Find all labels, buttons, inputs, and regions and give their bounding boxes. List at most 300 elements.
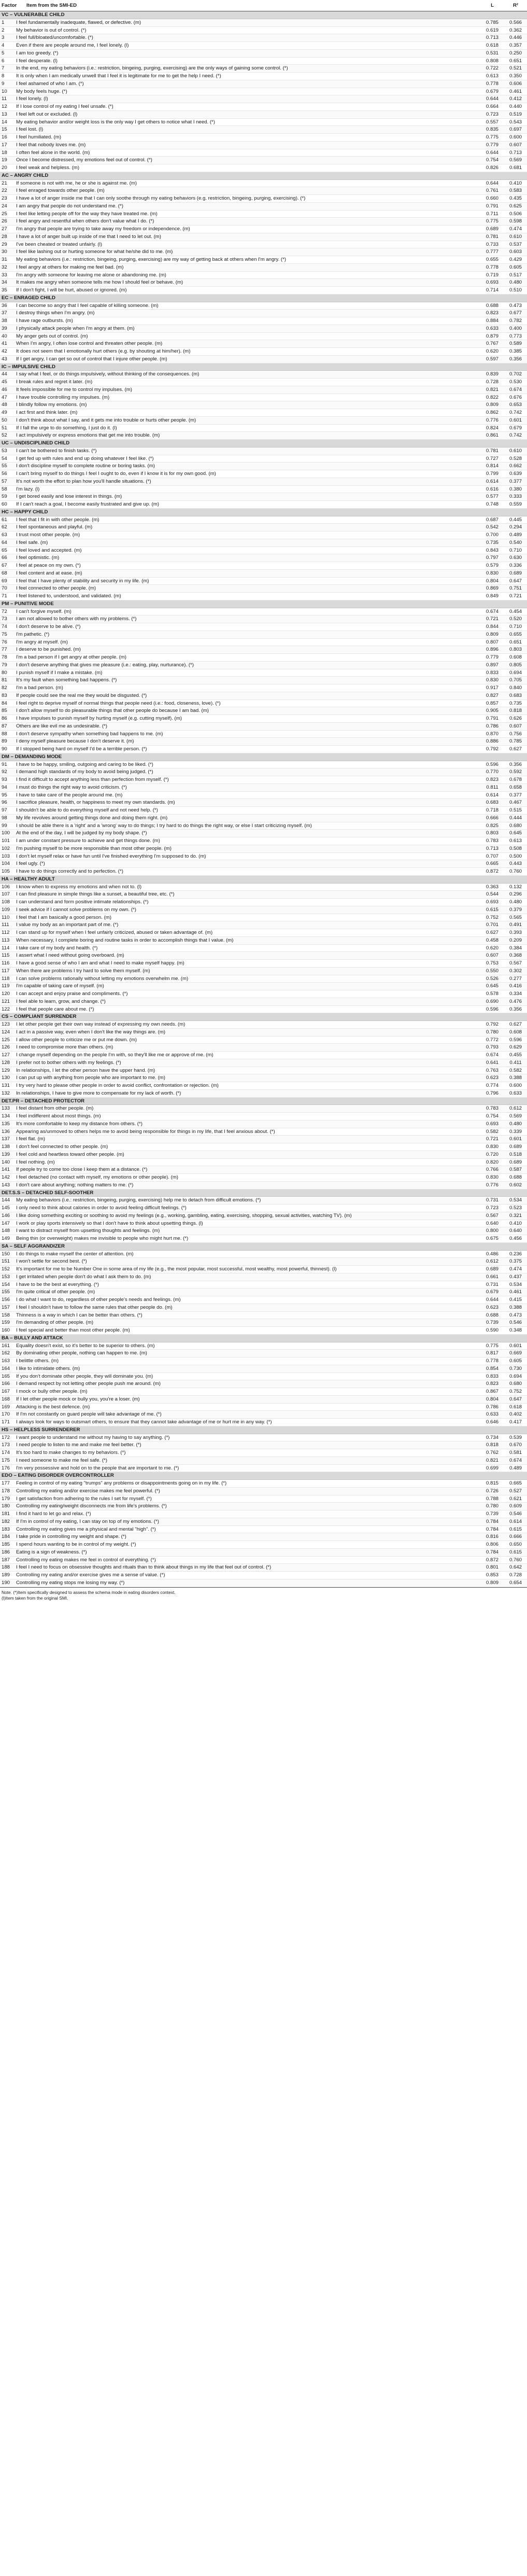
item-text: I sacrifice pleasure, health, or happiness to meet my own standards. (m) — [15, 799, 480, 807]
item-text: I can't be bothered to finish tasks. (*) — [15, 447, 480, 455]
item-number: 141 — [0, 1166, 15, 1174]
item-loading: 0.646 — [480, 1419, 504, 1426]
item-number: 110 — [0, 914, 15, 921]
item-number: 40 — [0, 332, 15, 340]
item-number: 3 — [0, 34, 15, 42]
header-loading: L — [480, 0, 504, 11]
item-loading: 0.777 — [480, 248, 504, 256]
item-r2: 0.600 — [504, 1082, 527, 1090]
item-text: I feel lost. (l) — [15, 126, 480, 134]
item-text: I'm lazy. (l) — [15, 485, 480, 493]
item-r2: 0.803 — [504, 646, 527, 654]
item-loading: 0.811 — [480, 783, 504, 791]
item-number: 158 — [0, 1311, 15, 1319]
item-text: I can understand and form positive intimate relationships. (*) — [15, 899, 480, 906]
item-number: 105 — [0, 868, 15, 876]
item-r2: 0.605 — [504, 1357, 527, 1365]
table-row — [0, 699, 527, 707]
table-row — [0, 547, 527, 554]
item-number: 20 — [0, 164, 15, 172]
item-loading: 0.843 — [480, 547, 504, 554]
item-loading: 0.620 — [480, 348, 504, 356]
item-r2: 0.534 — [504, 1197, 527, 1205]
item-text: I feel distant from other people. (m) — [15, 1105, 480, 1113]
item-loading: 0.770 — [480, 768, 504, 776]
item-text: I need people to listen to me and make me feel better. (*) — [15, 1441, 480, 1449]
item-loading: 0.544 — [480, 891, 504, 899]
item-loading: 0.665 — [480, 860, 504, 868]
item-r2: 0.474 — [504, 226, 527, 233]
item-r2: 0.530 — [504, 379, 527, 386]
item-text: If I can't reach a goal, I become easily frustrated and give up. (m) — [15, 501, 480, 509]
item-r2: 0.446 — [504, 34, 527, 42]
table-row — [0, 998, 527, 1005]
item-r2: 0.627 — [504, 1021, 527, 1029]
item-loading: 0.814 — [480, 463, 504, 470]
item-text: I change myself depending on the people I'm with, so they'll like me or approve of me. (m) — [15, 1052, 480, 1059]
item-loading: 0.607 — [480, 952, 504, 960]
table-row — [0, 1556, 527, 1564]
item-r2: 0.384 — [504, 944, 527, 952]
item-number: 30 — [0, 248, 15, 256]
item-r2: 0.785 — [504, 738, 527, 746]
item-r2: 0.476 — [504, 998, 527, 1005]
item-text: I value my body as an important part of me. (*) — [15, 921, 480, 929]
table-row — [0, 401, 527, 409]
item-number: 63 — [0, 531, 15, 539]
item-text: I do things to make myself the center of attention. (m) — [15, 1250, 480, 1258]
item-text: I can put up with anything from people who are important to me. (m) — [15, 1074, 480, 1082]
item-text: If I'm not constantly on guard people will take advantage of me. (*) — [15, 1411, 480, 1419]
item-number: 180 — [0, 1503, 15, 1510]
item-number: 36 — [0, 302, 15, 310]
item-number: 67 — [0, 562, 15, 570]
section-title: DM – DEMANDING MODE — [0, 753, 527, 761]
item-loading: 0.726 — [480, 1487, 504, 1495]
item-loading: 0.779 — [480, 654, 504, 662]
item-r2: 0.569 — [504, 1113, 527, 1121]
item-number: 32 — [0, 263, 15, 271]
item-number: 138 — [0, 1143, 15, 1151]
item-r2: 0.840 — [504, 684, 527, 692]
item-loading: 0.818 — [480, 1441, 504, 1449]
section-title: DET.PR – DETACHED PROTECTOR — [0, 1097, 527, 1105]
item-loading: 0.458 — [480, 936, 504, 944]
item-r2: 0.500 — [504, 852, 527, 860]
item-loading: 0.718 — [480, 807, 504, 815]
item-r2: 0.517 — [504, 271, 527, 279]
item-r2: 0.642 — [504, 1564, 527, 1572]
table-row — [0, 768, 527, 776]
item-text: If people could see the real me they would be disgusted. (*) — [15, 692, 480, 699]
item-text: It feels impossible for me to control my impulses. (m) — [15, 386, 480, 394]
item-number: 188 — [0, 1564, 15, 1572]
item-number: 116 — [0, 960, 15, 968]
item-loading: 0.664 — [480, 103, 504, 111]
table-row — [0, 1136, 527, 1143]
item-number: 39 — [0, 325, 15, 332]
item-number: 64 — [0, 539, 15, 547]
table-row — [0, 783, 527, 791]
item-r2: 0.480 — [504, 279, 527, 287]
item-text: I feel able to learn, grow, and change. (*) — [15, 998, 480, 1005]
table-row — [0, 899, 527, 906]
item-r2: 0.607 — [504, 141, 527, 149]
table-row — [0, 1036, 527, 1044]
table-row — [0, 852, 527, 860]
item-r2: 0.473 — [504, 1311, 527, 1319]
item-loading: 0.486 — [480, 1250, 504, 1258]
item-r2: 0.539 — [504, 1434, 527, 1441]
item-loading: 0.917 — [480, 684, 504, 692]
item-r2: 0.543 — [504, 118, 527, 126]
table-row — [0, 914, 527, 921]
item-loading: 0.803 — [480, 830, 504, 837]
item-text: If I'm in control of my eating, I can stay on top of my emotions. (*) — [15, 1518, 480, 1525]
item-loading: 0.661 — [480, 1273, 504, 1281]
item-number: 89 — [0, 738, 15, 746]
table-row — [0, 241, 527, 248]
item-r2: 0.377 — [504, 478, 527, 485]
item-text: I want to distract myself from upsetting thoughts and feelings. (m) — [15, 1227, 480, 1235]
item-loading: 0.721 — [480, 615, 504, 623]
item-loading: 0.792 — [480, 746, 504, 753]
table-notes — [0, 1587, 527, 1602]
item-r2: 0.333 — [504, 493, 527, 501]
item-number: 108 — [0, 899, 15, 906]
table-row — [0, 1541, 527, 1549]
item-number: 2 — [0, 26, 15, 34]
item-number: 150 — [0, 1250, 15, 1258]
item-r2: 0.357 — [504, 42, 527, 50]
item-text: I'm demanding of other people. (m) — [15, 1319, 480, 1327]
item-r2: 0.782 — [504, 317, 527, 325]
item-r2: 0.605 — [504, 263, 527, 271]
table-row — [0, 1151, 527, 1158]
section-title: SA – SELF AGGRANDIZER — [0, 1242, 527, 1250]
item-number: 174 — [0, 1449, 15, 1457]
item-r2: 0.380 — [504, 485, 527, 493]
item-text: I have a lot of anger inside me that I can only soothe through my eating behaviors (e.g. restriction, bingeing, purging, exercising). (*) — [15, 195, 480, 203]
item-text: I don't discipline myself to complete routine or boring tasks. (m) — [15, 463, 480, 470]
item-r2: 0.410 — [504, 179, 527, 187]
item-r2: 0.302 — [504, 967, 527, 975]
item-number: 53 — [0, 447, 15, 455]
item-number: 73 — [0, 615, 15, 623]
item-r2: 0.480 — [504, 1120, 527, 1128]
item-r2: 0.674 — [504, 1457, 527, 1464]
table-row — [0, 776, 527, 784]
item-r2: 0.630 — [504, 554, 527, 562]
item-loading: 0.833 — [480, 1373, 504, 1380]
table-row — [0, 1089, 527, 1097]
table-row — [0, 447, 527, 455]
table-row — [0, 845, 527, 852]
table-row — [0, 1082, 527, 1090]
item-number: 70 — [0, 585, 15, 593]
item-text: If I fall the urge to do something, I just do it. (l) — [15, 424, 480, 432]
table-row — [0, 279, 527, 287]
item-loading: 0.896 — [480, 646, 504, 654]
item-loading: 0.784 — [480, 1525, 504, 1533]
item-text: I'm a bad person. (m) — [15, 684, 480, 692]
item-text: I get bored easily and lose interest in things. (m) — [15, 493, 480, 501]
item-text: I feel angry and resentful when others don't value what I do. (*) — [15, 218, 480, 226]
item-r2: 0.429 — [504, 256, 527, 264]
item-loading: 0.720 — [480, 1151, 504, 1158]
table-row — [0, 608, 527, 615]
table-row — [0, 118, 527, 126]
item-number: 142 — [0, 1174, 15, 1182]
item-r2: 0.760 — [504, 1556, 527, 1564]
item-number: 92 — [0, 768, 15, 776]
item-number: 13 — [0, 110, 15, 118]
section-title: EC – ENRAGED CHILD — [0, 294, 527, 302]
table-row — [0, 409, 527, 417]
item-number: 25 — [0, 210, 15, 218]
table-row — [0, 1495, 527, 1503]
item-r2: 0.614 — [504, 1518, 527, 1525]
item-loading: 0.620 — [480, 944, 504, 952]
item-number: 91 — [0, 761, 15, 768]
item-r2: 0.683 — [504, 692, 527, 699]
item-number: 102 — [0, 845, 15, 852]
item-text: I feel right to deprive myself of normal things that people need (i.e.: food, closeness, love). (*) — [15, 699, 480, 707]
item-r2: 0.694 — [504, 669, 527, 677]
item-loading: 0.550 — [480, 967, 504, 975]
item-loading: 0.582 — [480, 1128, 504, 1136]
item-r2: 0.805 — [504, 661, 527, 669]
section-title: CS – COMPLIANT SURRENDER — [0, 1013, 527, 1021]
item-r2: 0.534 — [504, 1281, 527, 1289]
item-loading: 0.809 — [480, 631, 504, 638]
item-loading: 0.785 — [480, 19, 504, 26]
table-row — [0, 1205, 527, 1212]
table-row — [0, 80, 527, 88]
item-r2: 0.640 — [504, 1227, 527, 1235]
table-row — [0, 1357, 527, 1365]
item-r2: 0.618 — [504, 1403, 527, 1411]
item-loading: 0.699 — [480, 1464, 504, 1472]
item-r2: 0.527 — [504, 1487, 527, 1495]
item-r2: 0.508 — [504, 845, 527, 852]
item-number: 109 — [0, 906, 15, 914]
table-row — [0, 1564, 527, 1572]
item-number: 10 — [0, 88, 15, 95]
item-loading: 0.779 — [480, 141, 504, 149]
item-loading: 0.713 — [480, 845, 504, 852]
item-loading: 0.596 — [480, 761, 504, 768]
item-loading: 0.822 — [480, 394, 504, 401]
item-number: 75 — [0, 631, 15, 638]
item-r2: 0.610 — [504, 447, 527, 455]
table-row — [0, 1166, 527, 1174]
item-loading: 0.644 — [480, 1296, 504, 1304]
item-loading: 0.830 — [480, 677, 504, 684]
table-row — [0, 218, 527, 226]
item-r2: 0.705 — [504, 677, 527, 684]
item-loading: 0.778 — [480, 1357, 504, 1365]
item-r2: 0.613 — [504, 837, 527, 845]
item-r2: 0.393 — [504, 929, 527, 937]
item-r2: 0.334 — [504, 990, 527, 998]
table-row — [0, 1327, 527, 1335]
item-text: I don't care about anything; nothing matters to me. (*) — [15, 1181, 480, 1189]
item-number: 16 — [0, 134, 15, 142]
item-text: I'm angry with someone for leaving me alone or abandoning me. (m) — [15, 271, 480, 279]
item-number: 41 — [0, 340, 15, 348]
item-text: I feel full/bloated/uncomfortable. (*) — [15, 34, 480, 42]
item-text: I take pride in controlling my weight and shape. (*) — [15, 1533, 480, 1541]
item-r2: 0.583 — [504, 187, 527, 195]
table-row — [0, 1273, 527, 1281]
item-text: Being thin (or overweight) makes me invisible to people who might hurt me. (*) — [15, 1235, 480, 1243]
item-number: 55 — [0, 463, 15, 470]
item-loading: 0.567 — [480, 1212, 504, 1220]
item-text: I'm capable of taking care of myself. (m) — [15, 983, 480, 990]
section-header-row — [0, 1426, 527, 1434]
item-r2: 0.603 — [504, 248, 527, 256]
item-text: I feel I need to focus on obsessive thoughts and rituals than to think about things in my life that feel out of control. (*) — [15, 1564, 480, 1572]
table-row — [0, 1227, 527, 1235]
table-row — [0, 822, 527, 830]
table-row — [0, 271, 527, 279]
item-text: I am not allowed to bother others with my problems. (*) — [15, 615, 480, 623]
item-text: I blindly follow my emotions. (m) — [15, 401, 480, 409]
item-text: Controlling my eating gives me a physical and mental "high". (*) — [15, 1525, 480, 1533]
item-r2: 0.615 — [504, 1525, 527, 1533]
item-loading: 0.793 — [480, 1044, 504, 1052]
table-row — [0, 577, 527, 585]
table-row — [0, 1174, 527, 1182]
header-factor-item — [0, 0, 480, 11]
item-number: 149 — [0, 1235, 15, 1243]
item-loading: 0.633 — [480, 1411, 504, 1419]
table-row — [0, 103, 527, 111]
item-number: 112 — [0, 929, 15, 937]
item-number: 167 — [0, 1388, 15, 1396]
item-loading: 0.748 — [480, 501, 504, 509]
table-row — [0, 57, 527, 65]
item-text: I feel ashamed of who I am. (*) — [15, 80, 480, 88]
table-row — [0, 1289, 527, 1296]
table-row — [0, 179, 527, 187]
table-row — [0, 302, 527, 310]
item-text: I work or play sports intensively so that I don't have to think about upsetting things. (l) — [15, 1220, 480, 1227]
table-row — [0, 692, 527, 699]
item-number: 173 — [0, 1441, 15, 1449]
item-r2: 0.480 — [504, 899, 527, 906]
item-loading: 0.739 — [480, 1319, 504, 1327]
item-number: 152 — [0, 1266, 15, 1273]
item-r2: 0.742 — [504, 409, 527, 417]
item-text: In the end, my eating behaviors (i.e.: restriction, bingeing, purging, exercising) are the only ways of gaining some control. (*) — [15, 65, 480, 73]
item-text: It makes me angry when someone tells me how I should feel or behave. (m) — [15, 279, 480, 287]
item-loading: 0.618 — [480, 42, 504, 50]
item-number: 134 — [0, 1113, 15, 1121]
item-text: I feel humiliated. (m) — [15, 134, 480, 142]
item-loading: 0.693 — [480, 899, 504, 906]
item-r2: 0.589 — [504, 340, 527, 348]
item-loading: 0.615 — [480, 906, 504, 914]
item-text: I take care of my body and health. (*) — [15, 944, 480, 952]
item-r2: 0.402 — [504, 1411, 527, 1419]
item-text: Eating is a sign of weakness. (*) — [15, 1548, 480, 1556]
table-row — [0, 478, 527, 485]
item-r2: 0.356 — [504, 1005, 527, 1013]
item-r2: 0.336 — [504, 562, 527, 570]
item-r2: 0.277 — [504, 975, 527, 983]
item-r2: 0.388 — [504, 1304, 527, 1311]
item-number: 44 — [0, 371, 15, 379]
item-r2: 0.294 — [504, 524, 527, 531]
item-number: 21 — [0, 179, 15, 187]
item-text: Thinness is a way in which I can be better than others. (*) — [15, 1311, 480, 1319]
item-r2: 0.679 — [504, 424, 527, 432]
item-r2: 0.236 — [504, 1250, 527, 1258]
item-text: I feel like letting people off for the way they have treated me. (m) — [15, 210, 480, 218]
item-loading: 0.772 — [480, 1036, 504, 1044]
item-r2: 0.521 — [504, 65, 527, 73]
section-header-row — [0, 1472, 527, 1480]
table-row — [0, 470, 527, 478]
item-r2: 0.455 — [504, 1052, 527, 1059]
item-text: I get irritated when people don't do what I ask them to do. (m) — [15, 1273, 480, 1281]
table-row — [0, 1281, 527, 1289]
item-r2: 0.596 — [504, 1036, 527, 1044]
item-number: 17 — [0, 141, 15, 149]
item-loading: 0.786 — [480, 722, 504, 730]
table-row — [0, 524, 527, 531]
item-r2: 0.629 — [504, 1044, 527, 1052]
table-row — [0, 807, 527, 815]
item-number: 128 — [0, 1059, 15, 1067]
item-loading: 0.733 — [480, 241, 504, 248]
item-loading: 0.781 — [480, 233, 504, 241]
item-r2: 0.666 — [504, 1533, 527, 1541]
item-r2: 0.751 — [504, 585, 527, 593]
item-number: 183 — [0, 1525, 15, 1533]
table-row — [0, 1395, 527, 1403]
item-loading: 0.815 — [480, 1480, 504, 1488]
table-row — [0, 1380, 527, 1388]
table-row — [0, 187, 527, 195]
item-text: I can accept and enjoy praise and compliments. (*) — [15, 990, 480, 998]
table-row — [0, 317, 527, 325]
item-loading: 0.683 — [480, 799, 504, 807]
item-number: 8 — [0, 73, 15, 80]
table-row — [0, 210, 527, 218]
item-number: 129 — [0, 1067, 15, 1074]
item-r2: 0.677 — [504, 310, 527, 317]
item-r2: 0.473 — [504, 302, 527, 310]
item-r2: 0.639 — [504, 470, 527, 478]
item-loading: 0.641 — [480, 1059, 504, 1067]
item-r2: 0.362 — [504, 26, 527, 34]
table-row — [0, 707, 527, 715]
item-r2: 0.665 — [504, 1480, 527, 1488]
table-row — [0, 715, 527, 723]
item-text: I have rage outbursts. (m) — [15, 317, 480, 325]
item-loading: 0.817 — [480, 1350, 504, 1357]
item-loading: 0.644 — [480, 179, 504, 187]
item-text: I say what I feel, or do things impulsively, without thinking of the consequences. (m) — [15, 371, 480, 379]
item-text: I'm pathetic. (*) — [15, 631, 480, 638]
item-loading: 0.816 — [480, 1533, 504, 1541]
table-row — [0, 355, 527, 363]
item-text: I can't bring myself to do things I feel I ought to do, even if I know it is for my own good. (m) — [15, 470, 480, 478]
item-text: If I let other people mock or bully you, you're a loser. (m) — [15, 1395, 480, 1403]
